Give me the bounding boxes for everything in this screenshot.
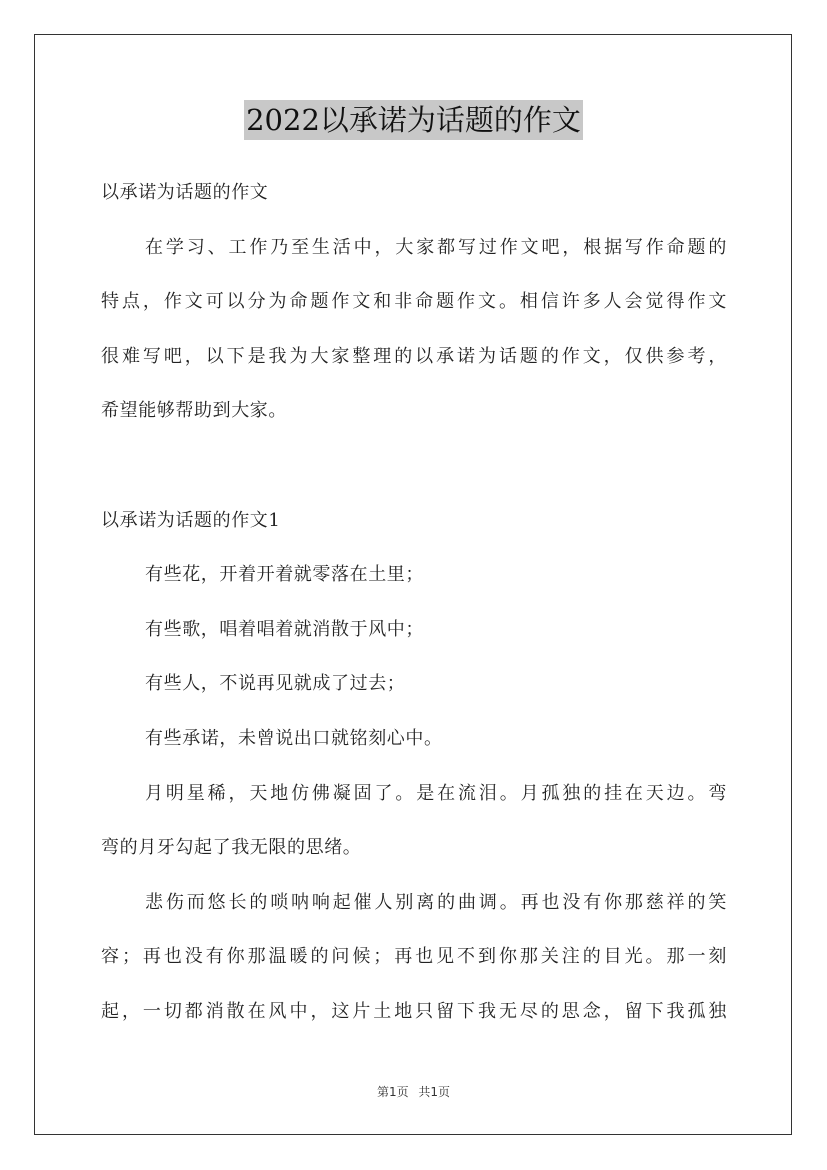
page-number-current: 第1页 <box>376 1085 409 1099</box>
verse-line: 有些承诺，未曾说出口就铭刻心中。 <box>145 727 443 749</box>
intro-line: 在学习、工作乃至生活中，大家都写过作文吧，根据写作命题的 <box>145 236 727 258</box>
paragraph-line: 月明星稀，天地仿佛凝固了。是在流泪。月孤独的挂在天边。弯 <box>145 782 727 804</box>
document-body <box>101 166 727 1040</box>
document-title: 2022以承诺为话题的作文 <box>244 100 583 140</box>
paragraph-gap <box>101 439 727 494</box>
title-container <box>0 100 827 140</box>
verse-line: 有些人，不说再见就成了过去； <box>145 673 406 695</box>
verse-line: 有些花，开着开着就零落在土里； <box>145 564 424 586</box>
paragraph-line: 起，一切都消散在风中，这片土地只留下我无尽的思念，留下我孤独 <box>101 1000 727 1022</box>
page-number-total: 共1页 <box>418 1085 451 1099</box>
page-footer <box>0 1083 827 1100</box>
document-subtitle: 以承诺为话题的作文 <box>101 182 269 203</box>
intro-line: 希望能够帮助到大家。 <box>101 400 287 422</box>
paragraph-line: 悲伤而悠长的唢呐响起催人别离的曲调。再也没有你那慈祥的笑 <box>145 891 727 913</box>
verse-line: 有些歌，唱着唱着就消散于风中； <box>145 618 424 640</box>
paragraph-line: 容；再也没有你那温暖的问候；再也见不到你那关注的目光。那一刻 <box>101 946 727 968</box>
intro-line: 特点，作文可以分为命题作文和非命题作文。相信许多人会觉得作文 <box>101 291 727 313</box>
section-heading: 以承诺为话题的作文1 <box>101 509 281 531</box>
intro-line: 很难写吧，以下是我为大家整理的以承诺为话题的作文，仅供参考， <box>101 345 727 367</box>
paragraph-line: 弯的月牙勾起了我无限的思绪。 <box>101 837 362 859</box>
